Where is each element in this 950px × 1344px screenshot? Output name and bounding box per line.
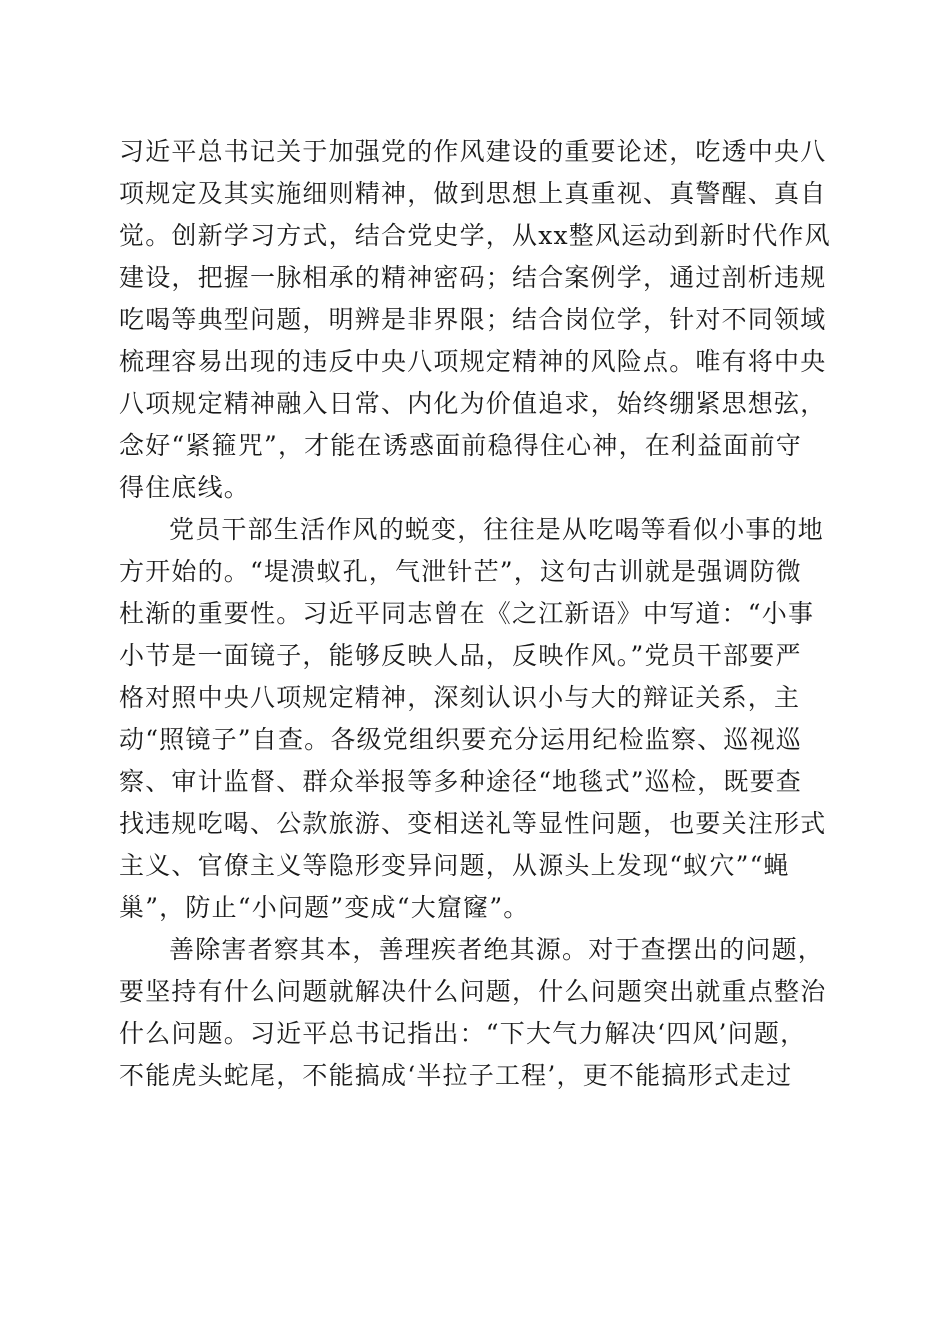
text-line: 巢”，防止“小问题”变成“大窟窿”。 — [119, 893, 530, 922]
text-line: 察、审计监督、群众举报等多种途径“地毯式”巡检，既要查 — [119, 767, 802, 796]
text-line: 小节是一面镜子，能够反映人品，反映作风。”党员干部要严 — [119, 641, 802, 670]
paragraph-2 — [119, 509, 831, 929]
text-line: 吃喝等典型问题，明辨是非界限；结合岗位学，针对不同领域 — [119, 305, 827, 334]
text-line: 觉。创新学习方式，结合党史学，从xx整风运动到新时代作风 — [119, 221, 831, 250]
text-line: 格对照中央八项规定精神，深刻认识小与大的辩证关系，主 — [119, 683, 801, 712]
text-line: 方开始的。“堤溃蚁孔，气泄针芒”，这句古训就是强调防微 — [119, 557, 802, 586]
text-line: 要坚持有什么问题就解决什么问题，什么问题突出就重点整治 — [119, 977, 827, 1006]
text-line: 念好“紧箍咒”，才能在诱惑面前稳得住心神，在利益面前守 — [119, 431, 802, 460]
text-line: 八项规定精神融入日常、内化为价值追求，始终绷紧思想弦， — [119, 389, 827, 418]
text-line: 善除害者察其本，善理疾者绝其源。对于查摆出的问题， — [169, 935, 825, 964]
text-line: 杜渐的重要性。习近平同志曾在《之江新语》中写道：“小事 — [119, 599, 815, 628]
text-line: 得住底线。 — [119, 473, 251, 502]
text-line: 不能虎头蛇尾，不能搞成‘半拉子工程’，更不能搞形式走过 — [119, 1061, 793, 1090]
paragraph-3 — [119, 929, 831, 1097]
text-line: 项规定及其实施细则精神，做到思想上真重视、真警醒、真自 — [119, 179, 827, 208]
text-line: 习近平总书记关于加强党的作风建设的重要论述，吃透中央八 — [119, 137, 827, 166]
text-line: 什么问题。习近平总书记指出：“下大气力解决‘四风’问题， — [119, 1019, 807, 1048]
paragraph-1 — [119, 131, 831, 509]
document-body — [119, 131, 831, 1097]
text-line: 动“照镜子”自查。各级党组织要充分运用纪检监察、巡视巡 — [119, 725, 802, 754]
text-line: 梳理容易出现的违反中央八项规定精神的风险点。唯有将中央 — [119, 347, 827, 376]
text-line: 建设，把握一脉相承的精神密码；结合案例学，通过剖析违规 — [119, 263, 827, 292]
text-line: 主义、官僚主义等隐形变异问题，从源头上发现“蚁穴”“蝇 — [119, 851, 790, 880]
text-line: 找违规吃喝、公款旅游、变相送礼等显性问题，也要关注形式 — [119, 809, 827, 838]
text-line: 党员干部生活作风的蜕变，往往是从吃喝等看似小事的地 — [169, 515, 825, 544]
